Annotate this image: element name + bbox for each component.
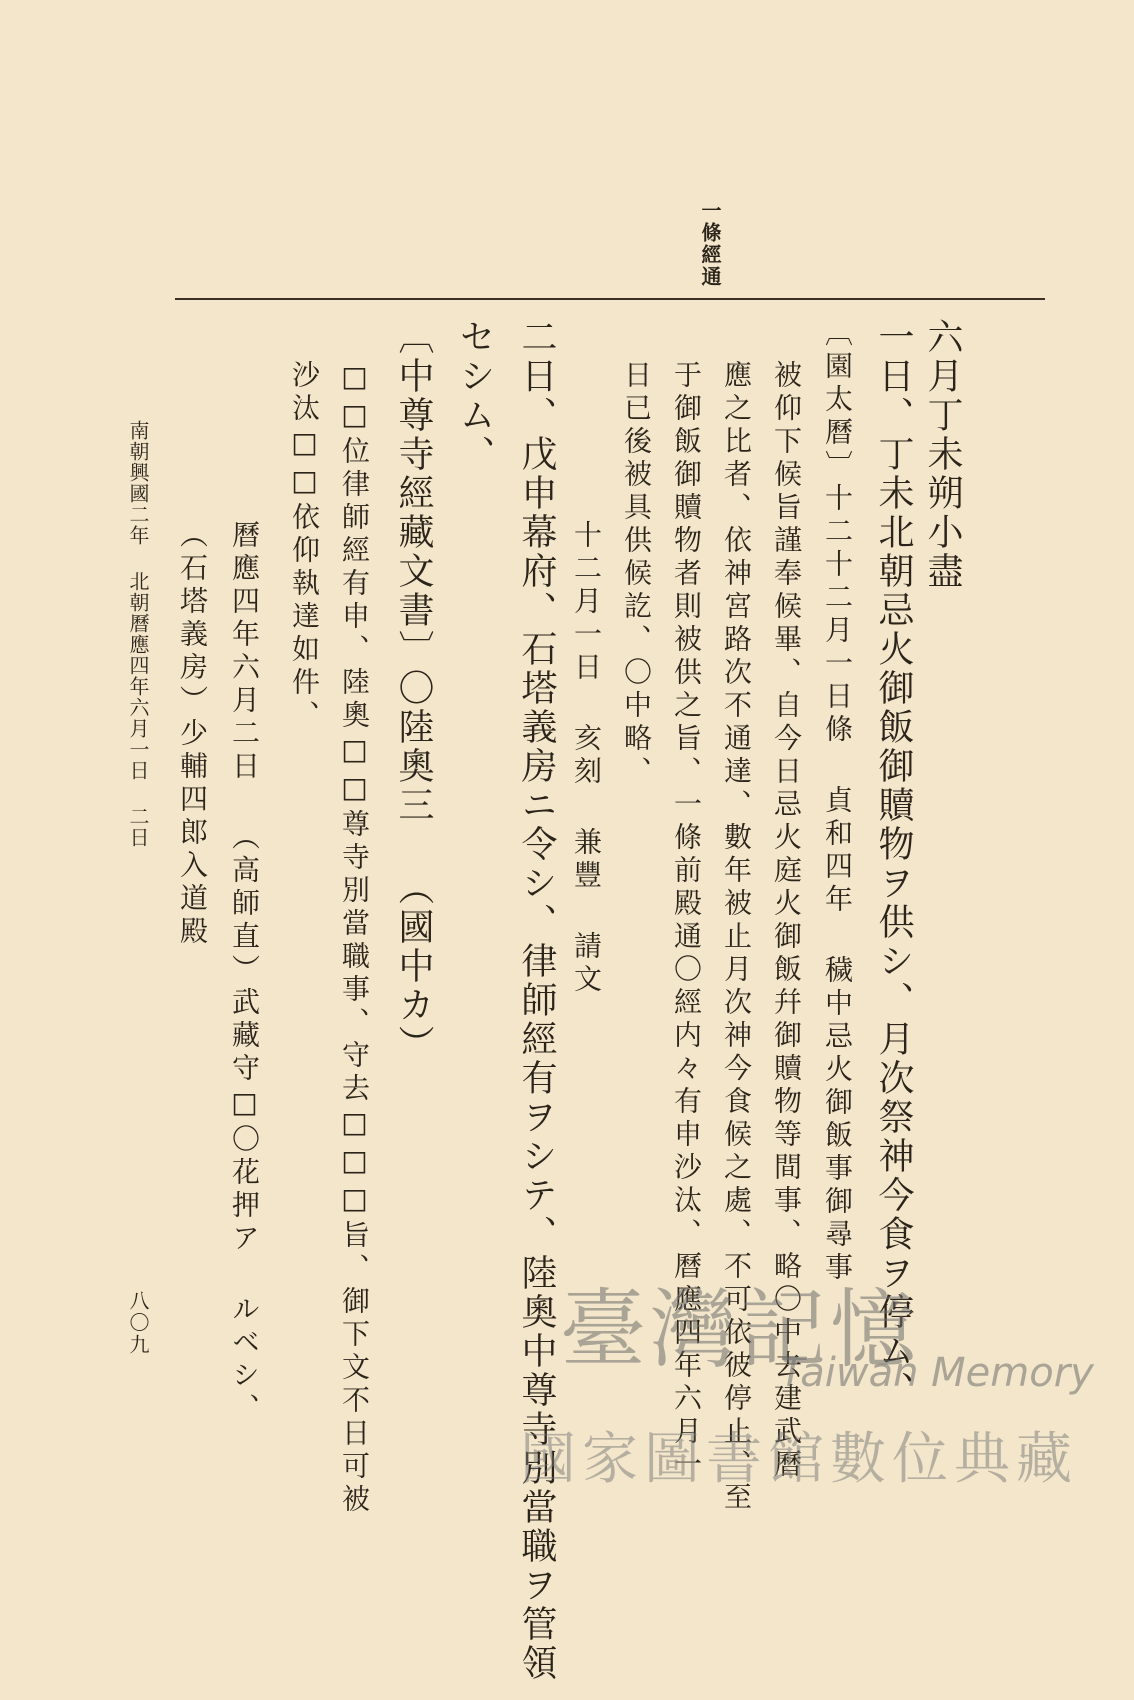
header-rule — [175, 298, 1045, 300]
text-column-11: 〔中尊寺經藏文書〕〇陸奧三 （國中カ） — [393, 318, 434, 1064]
text-column-9: 二日、戊申幕府、石塔義房ニ令シ、律師經有ヲシテ、陸奧中尊寺別當職ヲ管領 — [516, 318, 557, 1683]
watermark-english: Taiwan Memory — [780, 1350, 1094, 1396]
text-column-10: セシム、 — [454, 318, 495, 474]
text-column-14: 曆應四年六月二日 （高師直）武藏守□〇花押ア ルベシ、 — [228, 520, 261, 1426]
text-column-15: （石塔義房）少輔四郎入道殿 — [176, 520, 209, 949]
text-column-4: 被仰下候旨謹奉候畢、自今日忌火庭火御飯幷御贖物等間事、略〇中去建武曆 — [770, 360, 803, 1482]
text-column-8: 十二月一日 亥刻 兼豐 請文 — [570, 520, 603, 997]
text-column-7: 日已後被具供候訖、〇中略、 — [620, 360, 653, 789]
text-column-6: 于御飯御贖物者則被供之旨、一條前殿通〇經内々有申沙汰、曆應四年六月一 — [670, 360, 703, 1482]
running-head: 一條經通 — [698, 200, 722, 288]
text-column-12: □□位律師經有申、陸奧□□尊寺別當職事、守去□□□旨、御下文不日可被 — [338, 360, 371, 1517]
text-column-3: 〔園太曆〕十二十二月一日條 貞和四年 穢中忌火御飯事御尋事 — [821, 318, 854, 1285]
watermark-logo: 臺灣記憶 — [560, 1280, 920, 1380]
page-number: 八〇九 — [126, 1290, 150, 1356]
text-column-1: 六月丁未朔小盡 — [922, 318, 963, 591]
text-column-5: 應之比者、依神宮路次不通達、數年被止月次神今食候之處、不可依彼停止、至 — [720, 360, 753, 1515]
text-column-2: 一日、丁未北朝忌火御飯御贖物ヲ供シ、月次祭神今食ヲ停ム、 — [873, 318, 914, 1410]
footer-era: 南朝興國二年 北朝曆應四年六月一日 二日 — [126, 420, 150, 848]
watermark-subtitle: 國家圖書館數位典藏 — [520, 1427, 1078, 1492]
text-column-13: 沙汰□□依仰執達如件、 — [288, 360, 321, 733]
